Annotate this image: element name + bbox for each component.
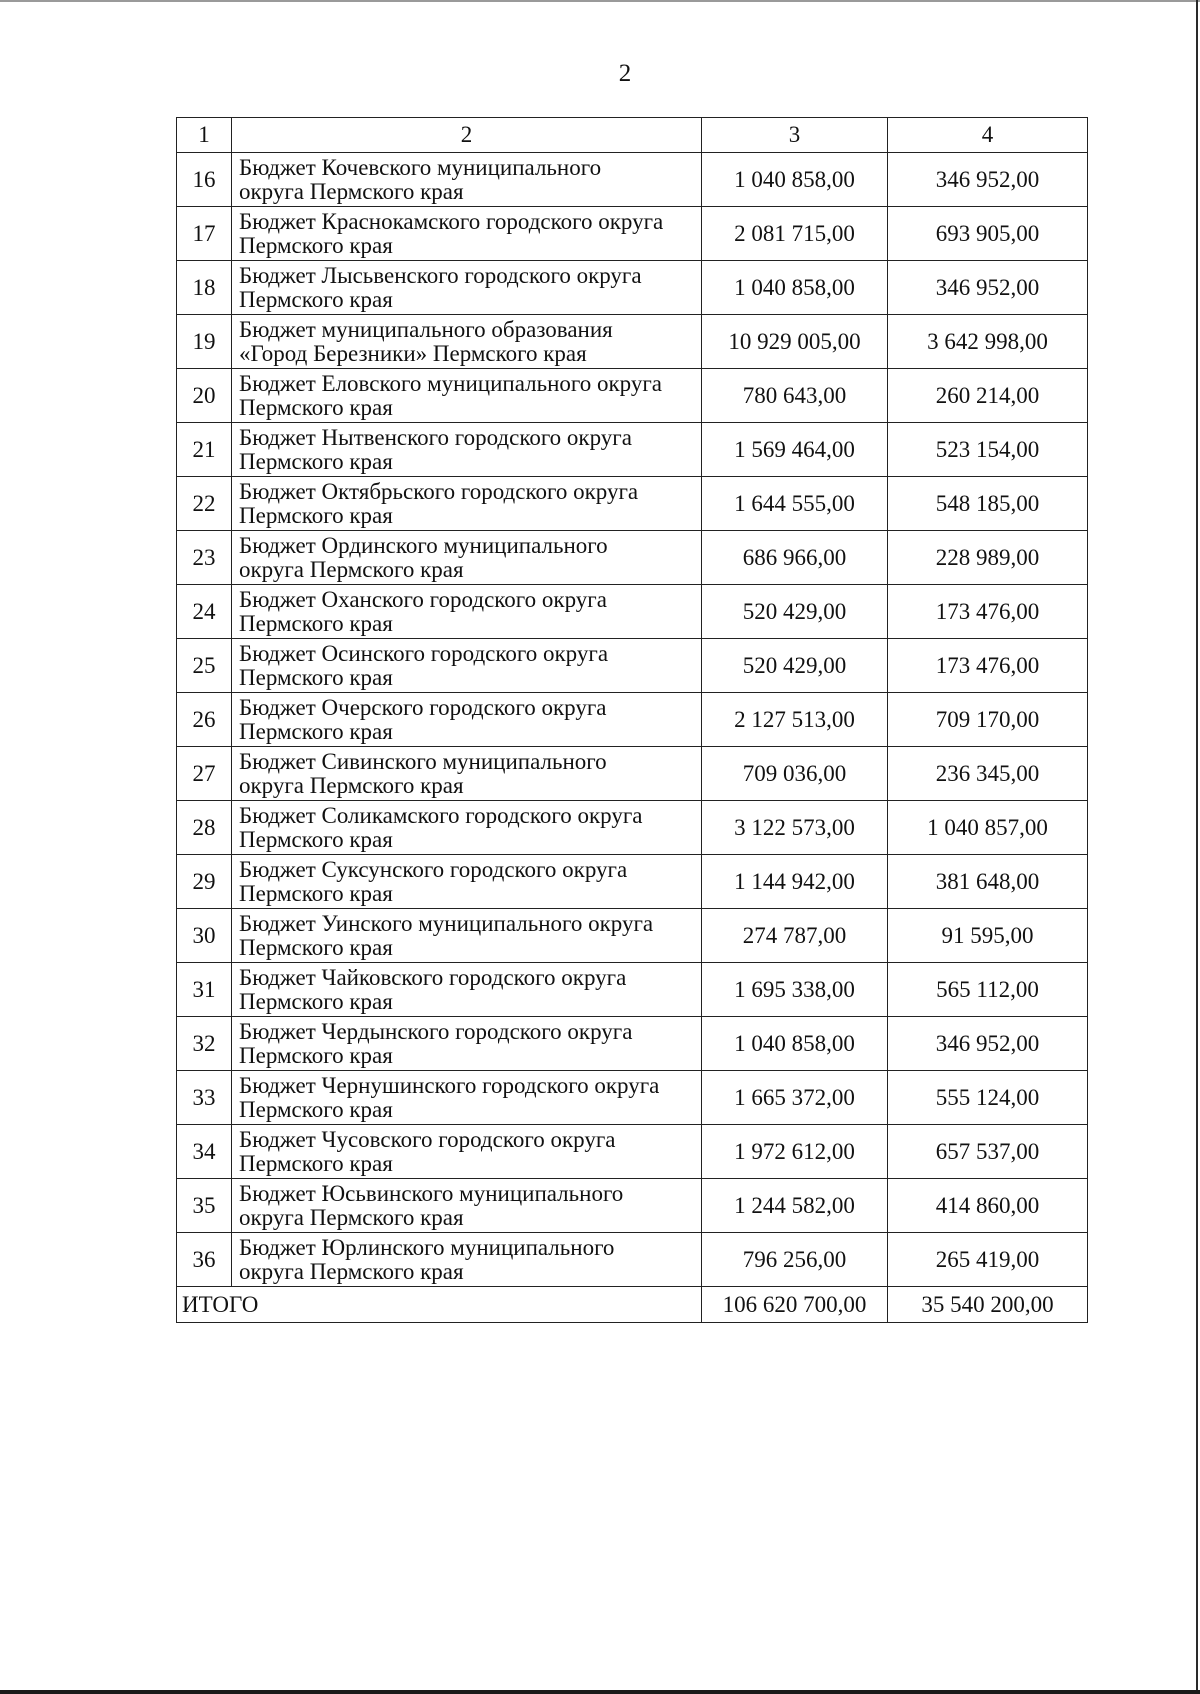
budget-name-line-1: Бюджет Ординского муниципального (239, 532, 608, 558)
budget-name-line-2: округа Пермского края (239, 772, 464, 798)
scan-edge-top (0, 0, 1200, 2)
amount-col-3: 1 644 555,00 (702, 477, 888, 531)
budget-name (232, 909, 702, 963)
amount-col-4: 523 154,00 (888, 423, 1088, 477)
row-number: 31 (177, 963, 232, 1017)
table-row (177, 909, 1088, 963)
row-number: 28 (177, 801, 232, 855)
table-row (177, 477, 1088, 531)
budget-name-line-2: Пермского края (239, 988, 393, 1014)
budget-name-line-2: Пермского края (239, 1042, 393, 1068)
amount-col-4: 555 124,00 (888, 1071, 1088, 1125)
budget-name-line-1: Бюджет Очерского городского округа (239, 694, 607, 720)
row-number: 35 (177, 1179, 232, 1233)
column-header-4: 4 (888, 118, 1088, 153)
budget-name-line-1: Бюджет Чердынского городского округа (239, 1018, 633, 1044)
table-row (177, 369, 1088, 423)
table-row (177, 207, 1088, 261)
budget-name-line-2: «Город Березники» Пермского края (239, 340, 587, 366)
budget-name-line-1: Бюджет Чусовского городского округа (239, 1126, 616, 1152)
budget-name-line-1: Бюджет Еловского муниципального округа (239, 370, 663, 396)
budget-name-line-2: Пермского края (239, 1150, 393, 1176)
budget-name (232, 1071, 702, 1125)
row-number: 34 (177, 1125, 232, 1179)
budget-name-line-2: Пермского края (239, 394, 393, 420)
budget-name (232, 639, 702, 693)
table-row (177, 423, 1088, 477)
budget-name (232, 1017, 702, 1071)
row-number: 17 (177, 207, 232, 261)
budget-name (232, 423, 702, 477)
table-row (177, 153, 1088, 207)
row-number: 23 (177, 531, 232, 585)
amount-col-3: 274 787,00 (702, 909, 888, 963)
amount-col-3: 1 144 942,00 (702, 855, 888, 909)
table-row (177, 315, 1088, 369)
budget-name (232, 693, 702, 747)
table-row (177, 639, 1088, 693)
table-row (177, 261, 1088, 315)
amount-col-4: 346 952,00 (888, 153, 1088, 207)
amount-col-3: 10 929 005,00 (702, 315, 888, 369)
budget-name-line-1: Бюджет Суксунского городского округа (239, 856, 628, 882)
budget-name-line-2: Пермского края (239, 826, 393, 852)
table-row (177, 531, 1088, 585)
budget-name-line-2: Пермского края (239, 934, 393, 960)
table-row (177, 1233, 1088, 1287)
amount-col-4: 548 185,00 (888, 477, 1088, 531)
amount-col-3: 3 122 573,00 (702, 801, 888, 855)
budget-name-line-2: Пермского края (239, 880, 393, 906)
amount-col-3: 2 127 513,00 (702, 693, 888, 747)
amount-col-4: 173 476,00 (888, 639, 1088, 693)
budget-name-line-1: Бюджет Юсьвинского муниципального (239, 1180, 624, 1206)
amount-col-4: 657 537,00 (888, 1125, 1088, 1179)
row-number: 18 (177, 261, 232, 315)
budget-name-line-1: Бюджет Чайковского городского округа (239, 964, 627, 990)
budget-name (232, 801, 702, 855)
table-row (177, 1017, 1088, 1071)
total-label: ИТОГО (177, 1287, 702, 1323)
amount-col-4: 91 595,00 (888, 909, 1088, 963)
budget-name (232, 747, 702, 801)
scan-edge-right (1196, 0, 1198, 1694)
budget-name (232, 477, 702, 531)
budget-name (232, 1233, 702, 1287)
amount-col-3: 780 643,00 (702, 369, 888, 423)
amount-col-4: 173 476,00 (888, 585, 1088, 639)
budget-name-line-2: округа Пермского края (239, 1258, 464, 1284)
budget-name-line-1: Бюджет Сивинского муниципального (239, 748, 607, 774)
amount-col-3: 1 040 858,00 (702, 153, 888, 207)
page-number: 2 (618, 60, 632, 87)
budget-name-line-1: Бюджет Оханского городского округа (239, 586, 607, 612)
budget-name-line-1: Бюджет Осинского городского округа (239, 640, 609, 666)
amount-col-3: 520 429,00 (702, 639, 888, 693)
budget-name (232, 153, 702, 207)
budget-name (232, 1179, 702, 1233)
amount-col-4: 381 648,00 (888, 855, 1088, 909)
total-col-3: 106 620 700,00 (702, 1287, 888, 1323)
row-number: 25 (177, 639, 232, 693)
amount-col-4: 260 214,00 (888, 369, 1088, 423)
row-number: 29 (177, 855, 232, 909)
budget-name (232, 369, 702, 423)
budget-name-line-1: Бюджет Чернушинского городского округа (239, 1072, 660, 1098)
table-row (177, 855, 1088, 909)
budget-name (232, 531, 702, 585)
budget-name-line-2: Пермского края (239, 232, 393, 258)
amount-col-4: 3 642 998,00 (888, 315, 1088, 369)
table-body (177, 118, 1088, 1323)
amount-col-3: 1 665 372,00 (702, 1071, 888, 1125)
row-number: 16 (177, 153, 232, 207)
budget-name-line-1: Бюджет муниципального образования (239, 316, 613, 342)
total-row (177, 1287, 1088, 1323)
amount-col-4: 693 905,00 (888, 207, 1088, 261)
total-col-4: 35 540 200,00 (888, 1287, 1088, 1323)
budget-name-line-2: округа Пермского края (239, 556, 464, 582)
column-header-2: 2 (232, 118, 702, 153)
budget-name (232, 963, 702, 1017)
budget-name-line-1: Бюджет Кочевского муниципального (239, 154, 602, 180)
row-number: 22 (177, 477, 232, 531)
amount-col-3: 1 244 582,00 (702, 1179, 888, 1233)
amount-col-4: 414 860,00 (888, 1179, 1088, 1233)
amount-col-3: 1 695 338,00 (702, 963, 888, 1017)
amount-col-3: 796 256,00 (702, 1233, 888, 1287)
amount-col-3: 1 569 464,00 (702, 423, 888, 477)
table-row (177, 1179, 1088, 1233)
row-number: 19 (177, 315, 232, 369)
budget-name-line-1: Бюджет Нытвенского городского округа (239, 424, 632, 450)
budget-name (232, 261, 702, 315)
table-row (177, 963, 1088, 1017)
row-number: 36 (177, 1233, 232, 1287)
budget-name (232, 855, 702, 909)
budget-name-line-2: Пермского края (239, 610, 393, 636)
table-header-row (177, 118, 1088, 153)
column-header-3: 3 (702, 118, 888, 153)
budget-name-line-1: Бюджет Краснокамского городского округа (239, 208, 664, 234)
scan-edge-bottom (0, 1690, 1200, 1694)
row-number: 24 (177, 585, 232, 639)
budget-name-line-2: Пермского края (239, 1096, 393, 1122)
table-row (177, 747, 1088, 801)
table-row (177, 693, 1088, 747)
budget-name-line-2: Пермского края (239, 286, 393, 312)
amount-col-3: 1 972 612,00 (702, 1125, 888, 1179)
budget-name (232, 1125, 702, 1179)
table-row (177, 1125, 1088, 1179)
row-number: 32 (177, 1017, 232, 1071)
amount-col-4: 565 112,00 (888, 963, 1088, 1017)
budget-name-line-1: Бюджет Соликамского городского округа (239, 802, 643, 828)
budget-name-line-2: Пермского края (239, 718, 393, 744)
amount-col-4: 346 952,00 (888, 261, 1088, 315)
row-number: 27 (177, 747, 232, 801)
budget-name-line-1: Бюджет Юрлинского муниципального (239, 1234, 615, 1260)
budget-name-line-1: Бюджет Уинского муниципального округа (239, 910, 654, 936)
amount-col-4: 236 345,00 (888, 747, 1088, 801)
budget-name-line-1: Бюджет Лысьвенского городского округа (239, 262, 642, 288)
amount-col-3: 1 040 858,00 (702, 261, 888, 315)
budget-name-line-2: округа Пермского края (239, 178, 464, 204)
table-row (177, 585, 1088, 639)
amount-col-3: 2 081 715,00 (702, 207, 888, 261)
amount-col-4: 709 170,00 (888, 693, 1088, 747)
row-number: 26 (177, 693, 232, 747)
budget-name (232, 207, 702, 261)
row-number: 33 (177, 1071, 232, 1125)
amount-col-3: 709 036,00 (702, 747, 888, 801)
amount-col-4: 228 989,00 (888, 531, 1088, 585)
amount-col-4: 1 040 857,00 (888, 801, 1088, 855)
amount-col-3: 520 429,00 (702, 585, 888, 639)
budget-name-line-2: округа Пермского края (239, 1204, 464, 1230)
amount-col-3: 1 040 858,00 (702, 1017, 888, 1071)
budget-table (176, 117, 1088, 1323)
table-row (177, 1071, 1088, 1125)
budget-name-line-2: Пермского края (239, 502, 393, 528)
amount-col-4: 346 952,00 (888, 1017, 1088, 1071)
row-number: 21 (177, 423, 232, 477)
column-header-1: 1 (177, 118, 232, 153)
budget-name (232, 585, 702, 639)
budget-name-line-2: Пермского края (239, 664, 393, 690)
row-number: 20 (177, 369, 232, 423)
table-row (177, 801, 1088, 855)
budget-name-line-1: Бюджет Октябрьского городского округа (239, 478, 639, 504)
amount-col-4: 265 419,00 (888, 1233, 1088, 1287)
budget-name-line-2: Пермского края (239, 448, 393, 474)
budget-name (232, 315, 702, 369)
amount-col-3: 686 966,00 (702, 531, 888, 585)
row-number: 30 (177, 909, 232, 963)
